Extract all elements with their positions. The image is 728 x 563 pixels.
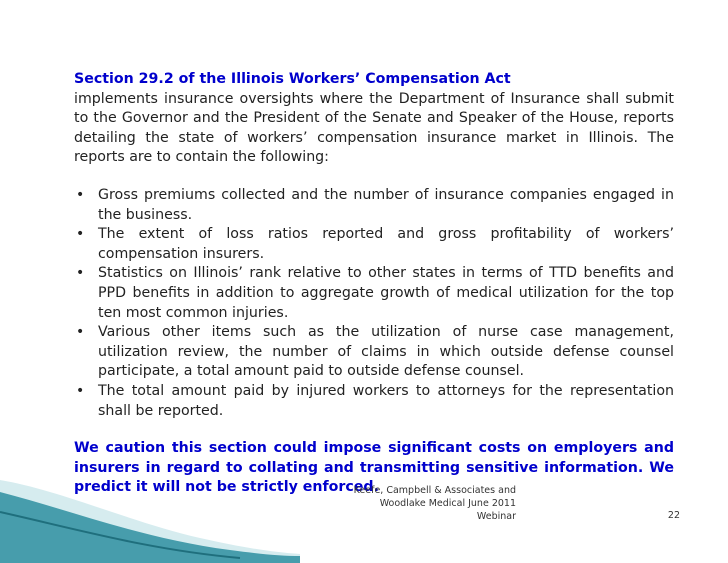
bullet-dot: • bbox=[76, 265, 85, 282]
bullet-text: The total amount paid by injured workers to attorneys for the representation shall be reported. bbox=[98, 382, 674, 419]
list-item bbox=[74, 323, 674, 382]
bullet-text: The extent of loss ratios reported and gross profitability of workers’ compensation insurers. bbox=[98, 226, 674, 262]
bullet-text: Various other items such as the utilization of nurse case management, utilization review, the number of claims in which outside defense counsel participate, a total amount paid to outside defense counsel. bbox=[98, 324, 674, 380]
bullet-dot: • bbox=[76, 186, 85, 203]
section-title: Section 29.2 of the Illinois Workers’ Compensation Act bbox=[74, 71, 511, 87]
bullet-text: Gross premiums collected and the number of insurance companies engaged in the business. bbox=[98, 186, 674, 223]
footer-line-1: Keefe, Campbell & Associates and bbox=[353, 485, 516, 496]
bullet-dot: • bbox=[76, 382, 85, 399]
page-number: 22 bbox=[667, 510, 680, 521]
bullet-text: Statistics on Illinois’ rank relative to other states in terms of TTD benefits and PPD benefits in addition to aggregate growth of medical utilization for the top ten most common injuries. bbox=[98, 265, 674, 321]
bullet-dot: • bbox=[76, 324, 85, 341]
footer-line-2: Woodlake Medical June 2011 bbox=[379, 498, 516, 509]
list-item bbox=[74, 382, 674, 421]
bullet-list bbox=[74, 186, 674, 421]
list-item bbox=[74, 186, 674, 225]
footer-line-3: Webinar bbox=[476, 511, 516, 522]
caution-paragraph: We caution this section could impose significant costs on employers and insurers in regard to collating and transmitting sensitive information. We predict it will not be strictly enforced. bbox=[74, 440, 674, 496]
intro-paragraph: implements insurance oversights where the Department of Insurance shall submit to the Governor and the President of the Senate and Speaker of the House, reports detailing the state of workers’ compensation insurance market in Illinois. The reports are to contain the following: bbox=[74, 90, 674, 166]
list-item bbox=[74, 264, 674, 323]
bullet-dot: • bbox=[76, 226, 85, 243]
list-item bbox=[74, 225, 674, 264]
slide-body bbox=[74, 70, 674, 498]
footer-credit bbox=[340, 484, 516, 523]
